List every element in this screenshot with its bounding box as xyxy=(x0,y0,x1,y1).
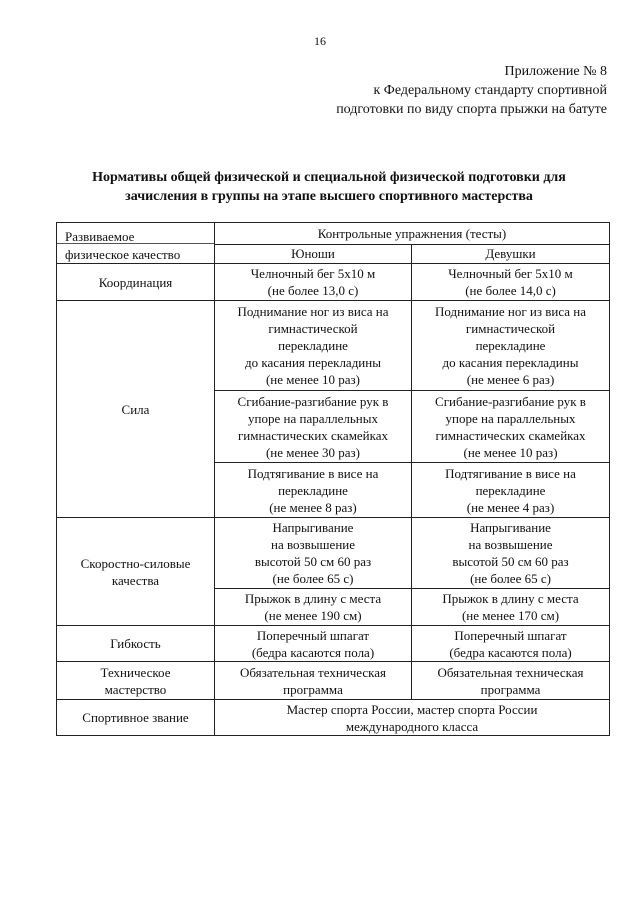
appendix-header xyxy=(336,62,607,119)
quality-cell: Координация xyxy=(57,264,215,301)
appendix-line: подготовки по виду спорта прыжки на батуте xyxy=(336,102,607,117)
boys-cell: Прыжок в длину с места (не менее 190 см) xyxy=(215,589,412,626)
girls-cell: Подтягивание в висе на перекладине (не менее 4 раз) xyxy=(412,463,610,518)
boys-cell: Обязательная техническая программа xyxy=(215,662,412,700)
merged-cell: Мастер спорта России, мастер спорта России международного класса xyxy=(215,700,610,736)
boys-cell: Подтягивание в висе на перекладине (не менее 8 раз) xyxy=(215,463,412,518)
boys-cell: Поднимание ног из виса на гимнастической перекладине до касания перекладины (не менее 10 раз) xyxy=(215,301,412,391)
table-row xyxy=(57,301,610,391)
quality-cell: Гибкость xyxy=(57,626,215,662)
boys-cell: Поперечный шпагат (бедра касаются пола) xyxy=(215,626,412,662)
table-row xyxy=(57,264,610,301)
appendix-line: к Федеральному стандарту спортивной xyxy=(373,83,607,98)
appendix-line: Приложение № 8 xyxy=(504,64,607,79)
table-row xyxy=(57,662,610,700)
quality-cell: Скоростно-силовые качества xyxy=(57,518,215,626)
boys-cell: Напрыгивание на возвышение высотой 50 см 60 раз (не более 65 с) xyxy=(215,518,412,589)
header-divider xyxy=(57,243,214,244)
quality-cell: Сила xyxy=(57,301,215,518)
header-girls: Девушки xyxy=(412,244,610,263)
girls-cell: Челночный бег 5х10 м (не более 14,0 с) xyxy=(412,264,610,301)
table-row xyxy=(57,518,610,589)
header-tests: Контрольные упражнения (тесты) xyxy=(215,223,610,245)
header-quality-cell xyxy=(57,223,215,264)
girls-cell: Поперечный шпагат (бедра касаются пола) xyxy=(412,626,610,662)
girls-cell: Прыжок в длину с места (не менее 170 см) xyxy=(412,589,610,626)
girls-cell: Сгибание-разгибание рук в упоре на параллельных гимнастических скамейках (не менее 10 раз) xyxy=(412,391,610,463)
girls-cell: Поднимание ног из виса на гимнастической перекладине до касания перекладины (не менее 6 раз) xyxy=(412,301,610,391)
page-number: 16 xyxy=(314,34,326,48)
norms-table xyxy=(56,222,610,736)
document-title xyxy=(50,168,608,206)
title-line: зачисления в группы на этапе высшего спортивного мастерства xyxy=(125,189,533,204)
table-row xyxy=(57,700,610,736)
quality-cell: Техническое мастерство xyxy=(57,662,215,700)
header-quality-line2: физическое качество xyxy=(65,247,181,262)
title-line: Нормативы общей физической и специальной физической подготовки для xyxy=(92,170,566,185)
girls-cell: Обязательная техническая программа xyxy=(412,662,610,700)
quality-cell: Спортивное звание xyxy=(57,700,215,736)
boys-cell: Сгибание-разгибание рук в упоре на параллельных гимнастических скамейках (не менее 30 раз) xyxy=(215,391,412,463)
girls-cell: Напрыгивание на возвышение высотой 50 см 60 раз (не более 65 с) xyxy=(412,518,610,589)
boys-cell: Челночный бег 5х10 м (не более 13,0 с) xyxy=(215,264,412,301)
header-boys: Юноши xyxy=(215,244,412,263)
header-quality-line1: Развиваемое xyxy=(65,229,135,244)
table-row xyxy=(57,626,610,662)
